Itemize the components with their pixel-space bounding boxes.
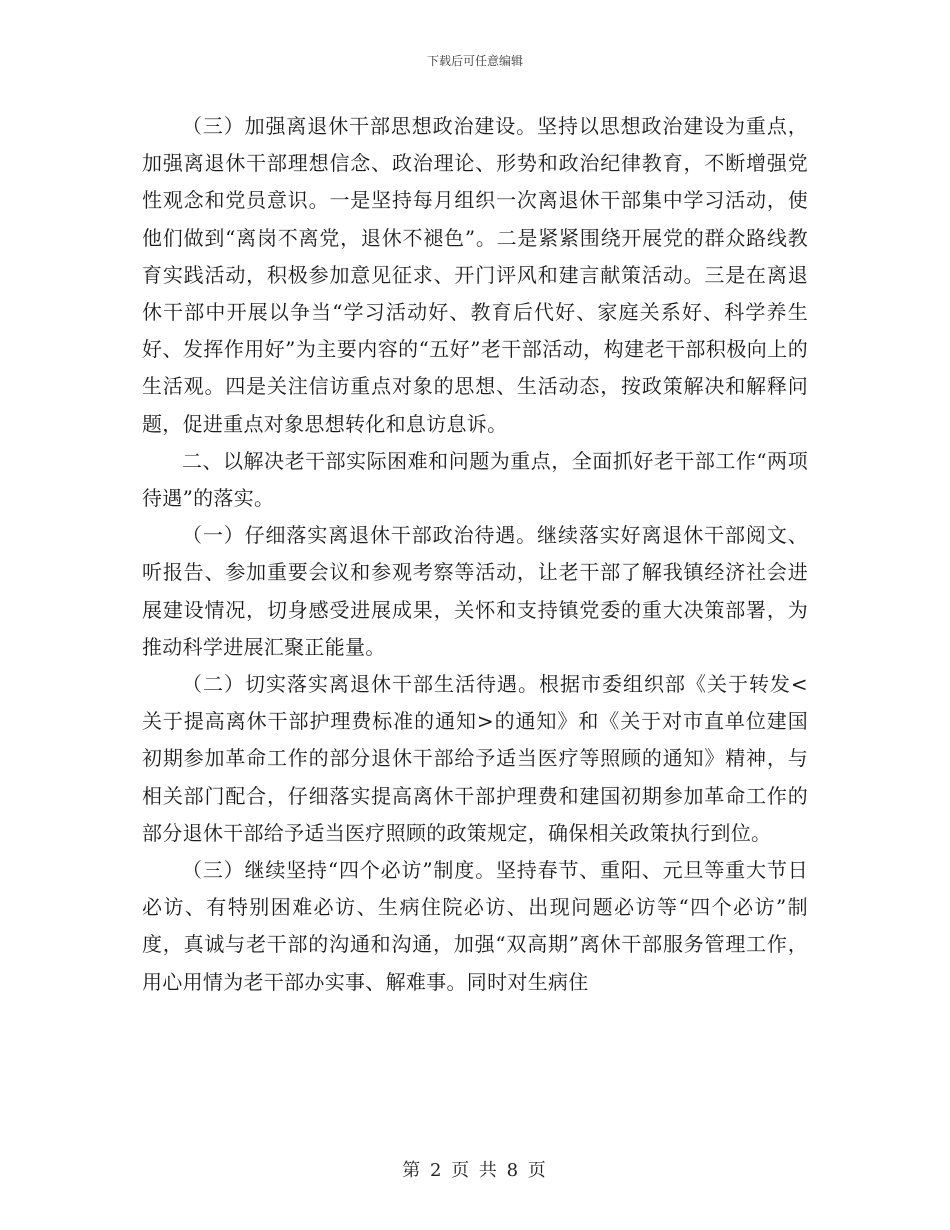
paragraph-strengthen-political-building: （三）加强离退休干部思想政治建设。坚持以思想政治建设为重点，加强离退休干部理想信念、政治理论、形势和政治纪律教育，不断增强党性观念和党员意识。一是坚持每月组织一次离退休干部集中学习活动，使他们做到“离岗不离党，退休不褪色”。二是紧紧围绕开展党的群众路线教育实践活动，积极参加意见征求、开门评风和建言献策活动。三是在离退休干部中开展以争当“学习活动好、教育后代好、家庭关系好、科学养生好、发挥作用好”为主要内容的“五好”老干部活动，构建老干部积极向上的生活观。四是关注信访重点对象的思想、生活动态，按政策解决和解释问题，促进重点对象思想转化和息访息诉。 <box>142 114 808 436</box>
section-heading-two-treatments: 二、以解决老干部实际困难和问题为重点，全面抓好老干部工作“两项待遇”的落实。 <box>142 448 808 511</box>
paragraph-living-treatment: （二）切实落实离退休干部生活待遇。根据市委组织部《关于转发<关于提高离休干部护理费标准的通知>的通知》和《关于对市直单位建国初期参加革命工作的部分退休干部给予适当医疗等照顾的通知》精神，与相关部门配合，仔细落实提高离休干部护理费和建国初期参加革命工作的部分退休干部给予适当医疗照顾的政策规定，确保相关政策执行到位。 <box>142 672 808 845</box>
page-number-footer: 第 2 页 共 8 页 <box>402 1160 548 1181</box>
page-header-note: 下载后可任意编辑 <box>426 54 523 68</box>
paragraph-four-visits-system: （三）继续坚持“四个必访”制度。坚持春节、重阳、元旦等重大节日必访、有特别困难必访、生病住院必访、出现问题必访等“四个必访”制度，真诚与老干部的沟通和沟通，加强“双高期”离休干部服务管理工作，用心用情为老干部办实事、解难事。同时对生病住 <box>142 858 808 994</box>
paragraph-political-treatment: （一）仔细落实离退休干部政治待遇。继续落实好离退休干部阅文、听报告、参加重要会议和参观考察等活动，让老干部了解我镇经济社会进展建设情况，切身感受进展成果，关怀和支持镇党委的重大决策部署，为推动科学进展汇聚正能量。 <box>142 523 808 659</box>
document-body <box>142 108 808 1001</box>
